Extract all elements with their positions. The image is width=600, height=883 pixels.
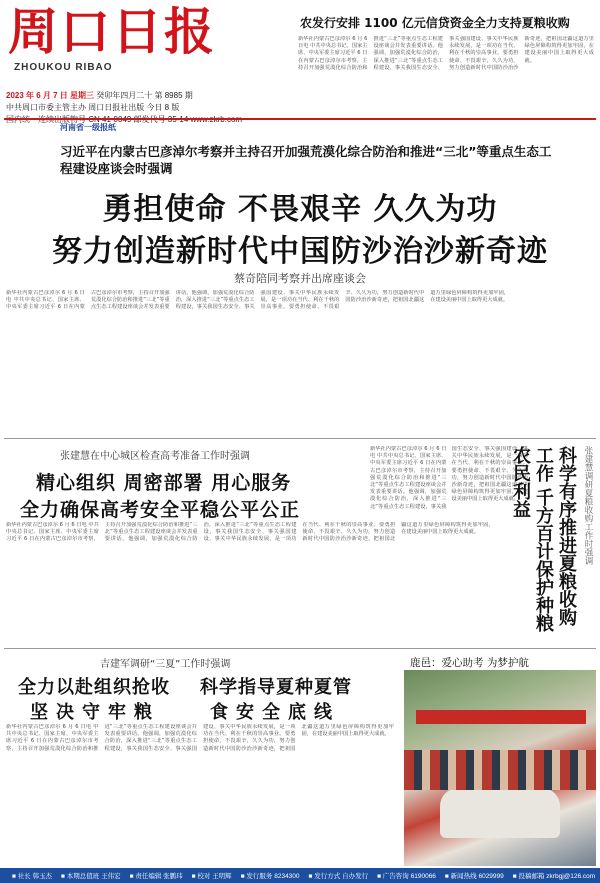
lead-subhead: 蔡奇陪同考察并出席座谈会 [234,272,366,285]
issue-date: 2023 年 6 月 7 日 星期三 [6,91,95,100]
story4-body: 新华社内蒙古巴彦淖尔 6 月 6 日电 中共中央总书记、国家主席、中央军委主席习近平 6 日在内蒙古巴彦淖尔市考察，主持召开加强荒漠化综合防治和推进“三北”等重点生态工程建设座谈会并发表重要讲话。他强调，加强荒漠化综合防治，深入推进“三北”等重点生态工程建设，事关我国生态安全、事关强国建设、事关中华民族永续发展，是一项功在当代、利在千秋的崇高事业。要勇担使命、不畏艰辛、久久为功，努力创造新时代中国防沙治沙新奇迹，把祖国北疆这道万里绿色屏障构筑得更加牢固，在建设美丽中国上取得更大成就。 [6,724,394,752]
section-divider-2 [4,648,596,649]
story3-vertical-kicker: 张建慧调研夏粮收购工作时强调 [583,446,593,565]
story4-headline-right-1: 科学指导夏种夏管 [200,677,352,698]
footer-item: ■ 校对 王明辉 [191,873,232,880]
footer-item: ■ 责任编辑 张鹏玮 [129,873,183,880]
story3-vertical-headline: 科学有序推进夏粮收购工作 千方百计保护种粮农民利益 [510,446,577,633]
lunar-date: 癸卯年四月二十 [96,91,153,100]
top-lead-headline: 农发行安排 1100 亿元信贷资金全力支持夏粮收购 [300,16,570,30]
lead-headline-1: 勇担使命 不畏艰辛 久久为功 [102,192,498,227]
photo-crowd [404,750,596,790]
newspaper-badge: 河南省一级报纸 [60,123,116,132]
story4-headline-left-2: 坚决守牢粮 [30,702,160,723]
newspaper-pinyin: ZHOUKOU RIBAO [14,62,113,73]
photo-banner [416,710,586,724]
footer-item: ■ 新闻热线 6029999 [444,873,504,880]
section-divider [4,438,596,439]
story2-headline-2: 全力确保高考安全平稳公平公正 [20,499,301,521]
masthead-rule [4,118,596,120]
lead-kicker: 习近平在内蒙古巴彦淖尔考察并主持召开加强荒漠化综合防治和推进“三北”等重点生态工程建设座谈会时强调 [60,144,552,176]
footer-item: ■ 发行服务 8234300 [240,873,300,880]
footer-bar [0,868,600,883]
newspaper-logo: 周口日报 [8,2,216,61]
top-lead-body: 新华社内蒙古巴彦淖尔 6 月 6 日电 中共中央总书记、国家主席、中央军委主席习近平 6 日在内蒙古巴彦淖尔市考察，主持召开加强荒漠化综合防治和推进“三北”等重点生态工程建设座谈会并发表重要讲话。他强调，加强荒漠化综合防治，深入推进“三北”等重点生态工程建设，事关我国生态安全、事关强国建设、事关中华民族永续发展，是一项功在当代、利在千秋的崇高事业。要勇担使命、不畏艰辛、久久为功，努力创造新时代中国防沙治沙新奇迹，把祖国北疆这道万里绿色屏障构筑得更加牢固，在建设美丽中国上取得更大成就。 [298,36,594,71]
footer-item: ■ 投稿邮箱 zkrbgj@126.com [512,873,596,880]
lead-headline-2: 努力创造新时代中国防沙治沙新奇迹 [52,234,548,269]
footer-item: ■ 发行方式 自办发行 [308,873,369,880]
masthead [6,4,302,86]
story2-body: 新华社内蒙古巴彦淖尔 6 月 6 日电 中共中央总书记、国家主席、中央军委主席习近平 6 日在内蒙古巴彦淖尔市考察，主持召开加强荒漠化综合防治和推进“三北”等重点生态工程建设座谈会并发表重要讲话。他强调，加强荒漠化综合防治，深入推进“三北”等重点生态工程建设，事关我国生态安全、事关强国建设、事关中华民族永续发展，是一项功在当代、利在千秋的崇高事业。要勇担使命、不畏艰辛、久久为功，努力创造新时代中国防沙治沙新奇迹，把祖国北疆这道万里绿色屏障构筑得更加牢固，在建设美丽中国上取得更大成就。 [6,522,494,543]
issue-number: 第 8985 期 [154,91,193,100]
footer-item: ■ 本期总值班 王伟宏 [61,873,121,880]
news-photo [404,670,596,866]
story2-headline-1: 精心组织 周密部署 用心服务 [36,472,292,494]
date-bar [6,90,296,126]
photo-car [440,788,560,838]
story2-kicker: 张建慧在中心城区检查高考准备工作时强调 [60,451,250,462]
story4-headline-left-1: 全力以赴组织抢收 [18,677,170,698]
photo-caption: 鹿邑：爱心助考 为梦护航 [410,657,529,669]
story3-body: 新华社内蒙古巴彦淖尔 6 月 6 日电 中共中央总书记、国家主席、中央军委主席习近平 6 日在内蒙古巴彦淖尔市考察，主持召开加强荒漠化综合防治和推进“三北”等重点生态工程建设座谈会并发表重要讲话。他强调，加强荒漠化综合防治，深入推进“三北”等重点生态工程建设，事关我国生态安全、事关强国建设、事关中华民族永续发展，是一项功在当代、利在千秋的崇高事业。要勇担使命、不畏艰辛、久久为功，努力创造新时代中国防沙治沙新奇迹，把祖国北疆这道万里绿色屏障构筑得更加牢固，在建设美丽中国上取得更大成就。 [370,446,528,510]
story4-kicker: 吉建军调研“三夏”工作时强调 [100,659,231,670]
footer-item: ■ 社长 韩玉杰 [12,873,53,880]
footer-item: ■ 广告咨询 6190066 [377,873,436,880]
publisher-line: 中共周口市委主管主办 周口日报社出版 今日 8 版 [6,103,180,112]
lead-body: 新华社内蒙古巴彦淖尔 6 月 6 日电 中共中央总书记、国家主席、中央军委主席习近平 6 日在内蒙古巴彦淖尔市考察，主持召开加强荒漠化综合防治和推进“三北”等重点生态工程建设座谈会并发表重要讲话。他强调，加强荒漠化综合防治，深入推进“三北”等重点生态工程建设，事关我国生态安全、事关强国建设、事关中华民族永续发展，是一项功在当代、利在千秋的崇高事业。要勇担使命、不畏艰辛、久久为功，努力创造新时代中国防沙治沙新奇迹，把祖国北疆这道万里绿色屏障构筑得更加牢固，在建设美丽中国上取得更大成就。 [6,290,510,311]
story4-headline-right-2: 食安全底线 [210,702,340,723]
